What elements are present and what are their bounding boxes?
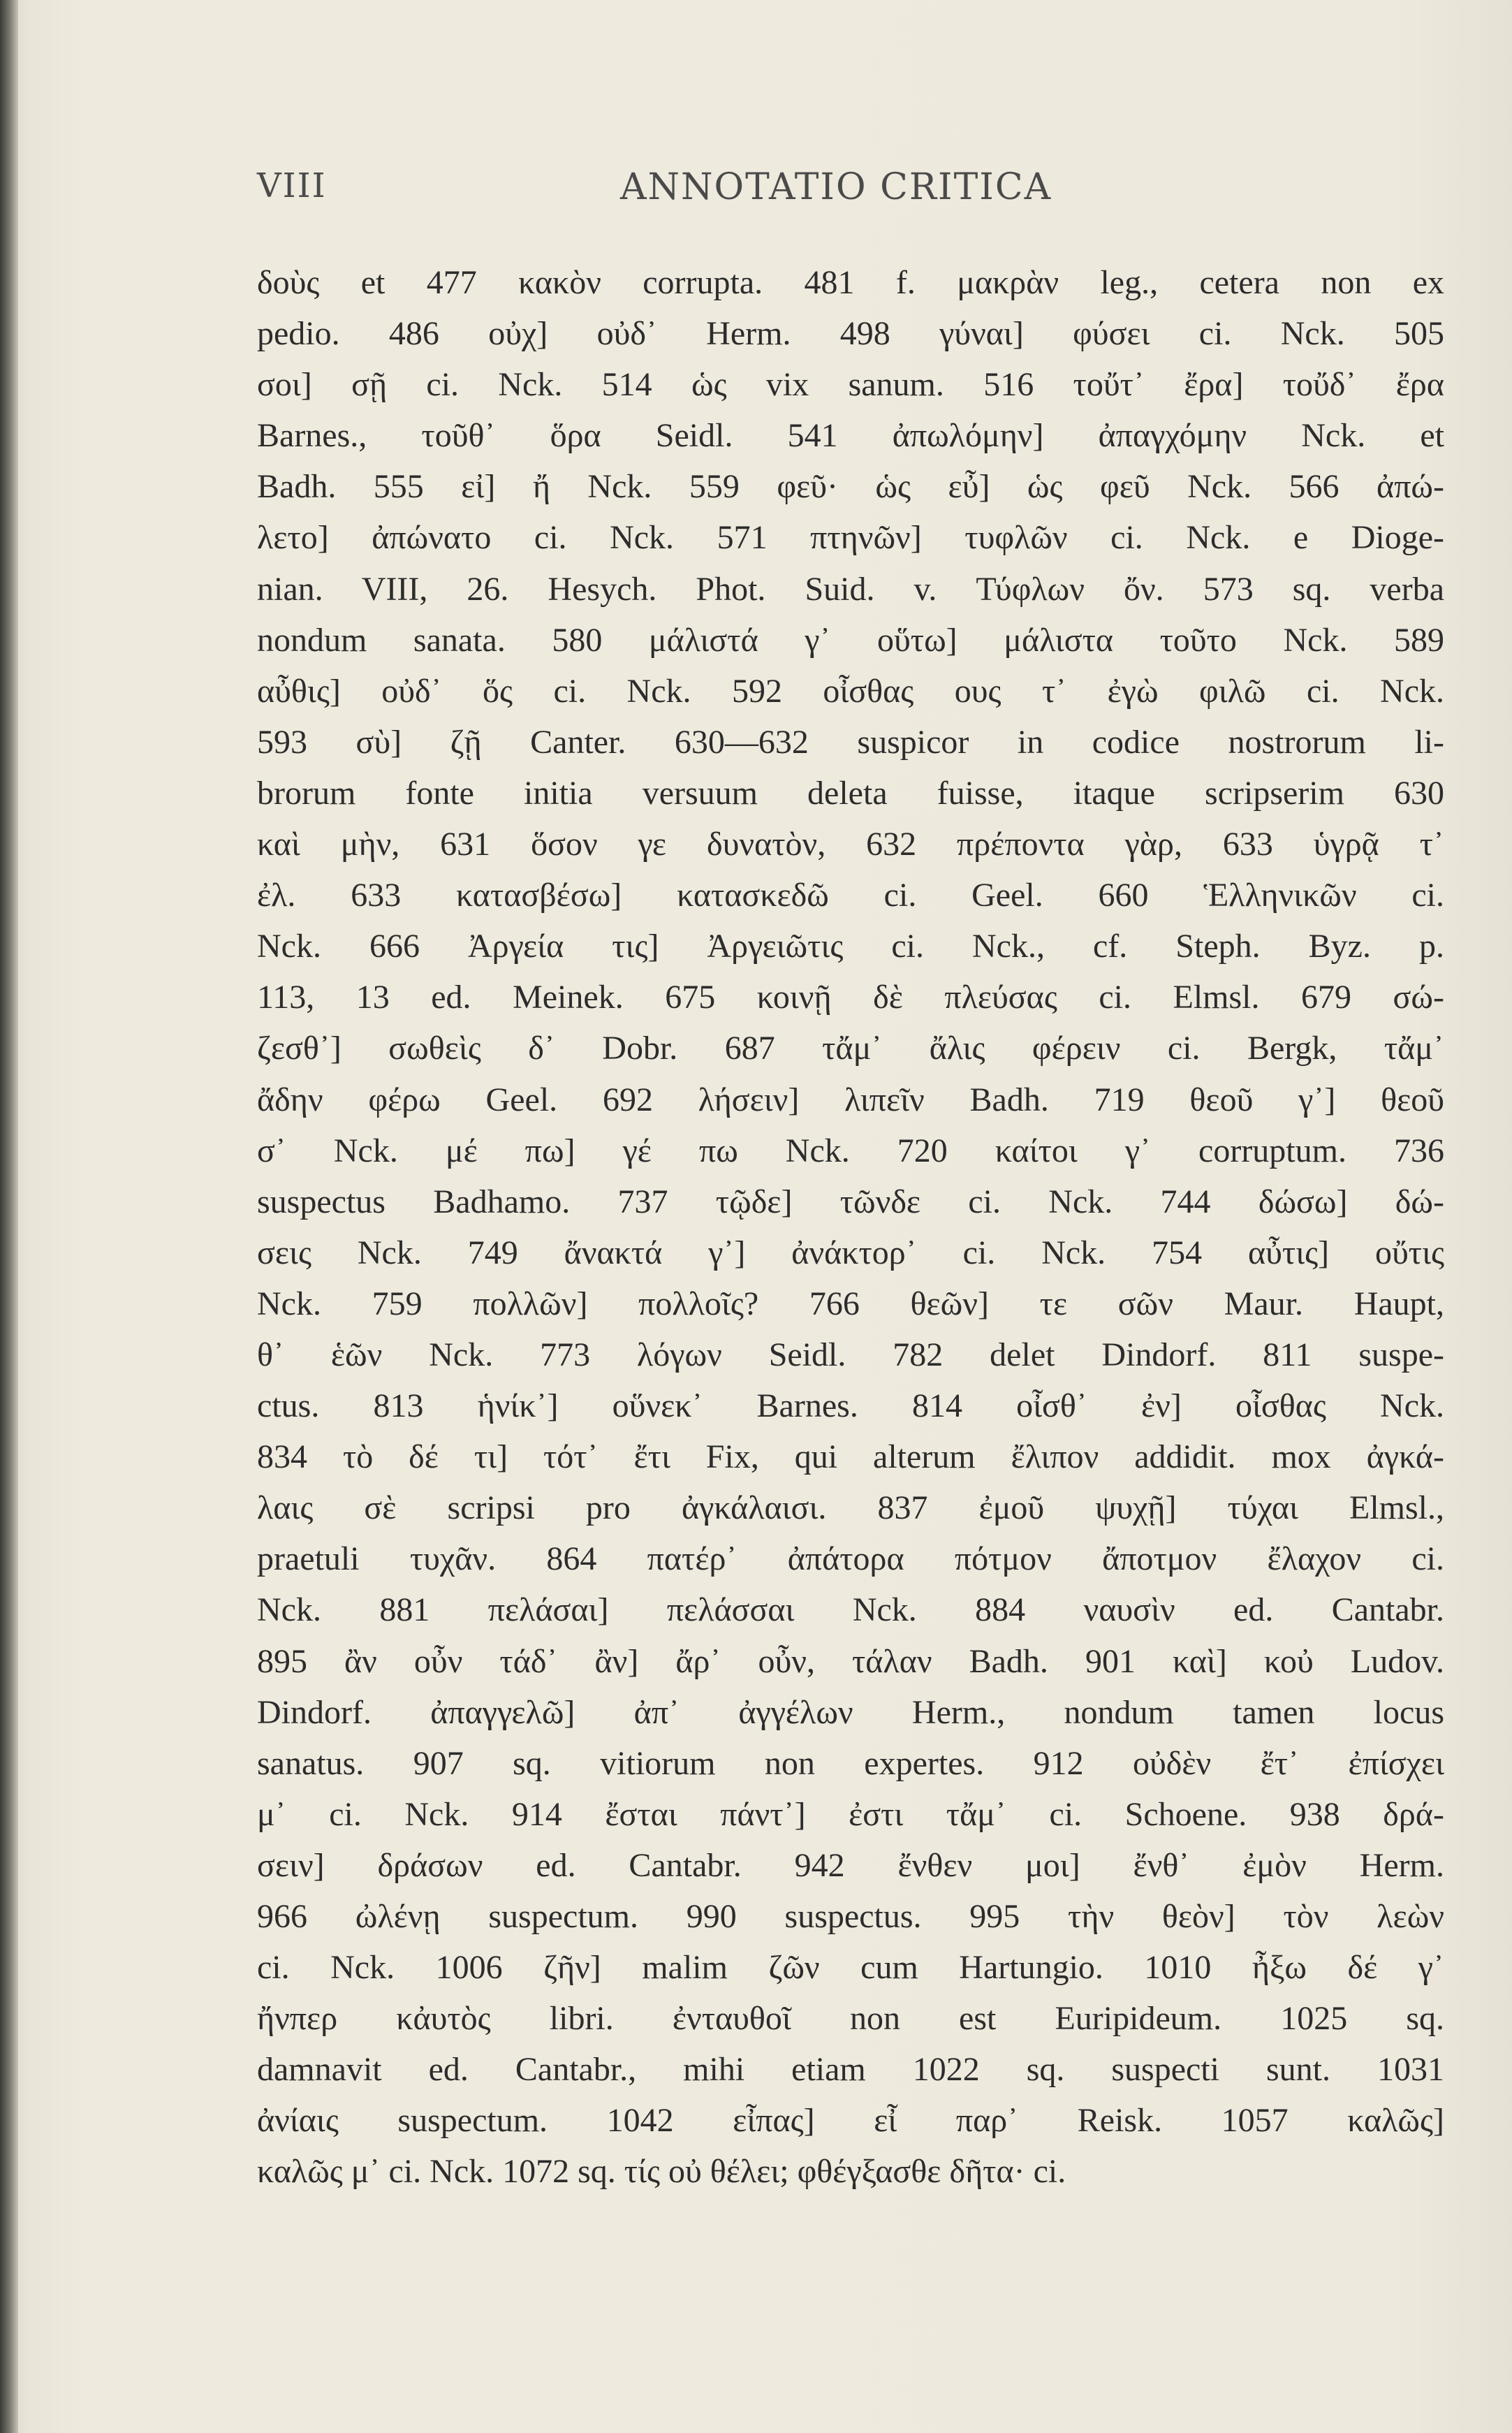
text-line: pedio. 486 οὐχ] οὐδ᾽ Herm. 498 γύναι] φύσει ci. Nck. 505 <box>257 315 1444 353</box>
text-line: nondum sanata. 580 μάλιστά γ᾽ οὕτω] μάλιστα τοῦτο Nck. 589 <box>257 621 1444 659</box>
text-line: Nck. 881 πελάσαι] πελάσσαι Nck. 884 ναυσὶν ed. Cantabr. <box>257 1591 1444 1629</box>
text-line: θ᾽ ἑῶν Nck. 773 λόγων Seidl. 782 delet Dindorf. 811 suspe- <box>257 1336 1444 1373</box>
text-line: ci. Nck. 1006 ζῆν] malim ζῶν cum Hartungio. 1010 ἦξω δέ γ᾽ <box>257 1949 1444 1987</box>
text-line: σ᾽ Nck. μέ πω] γέ πω Nck. 720 καίτοι γ᾽ corruptum. 736 <box>257 1132 1444 1169</box>
text-line: 895 ἂν οὖν τάδ᾽ ἂν] ἄρ᾽ οὖν, τάλαν Badh. 901 καὶ] κοὐ Ludov. <box>257 1642 1444 1680</box>
text-line: λαις σὲ scripsi pro ἀγκάλαισι. 837 ἐμοῦ ψυχῇ] τύχαι Elmsl., <box>257 1489 1444 1527</box>
text-line: suspectus Badhamo. 737 τῷδε] τῶνδε ci. Nck. 744 δώσω] δώ- <box>257 1183 1444 1220</box>
book-spine-edge <box>0 0 18 2433</box>
text-line: Nck. 666 Ἀργεία τις] Ἀργειῶτις ci. Nck., cf. Steph. Byz. p. <box>257 928 1444 965</box>
page-number: VIII <box>257 166 327 205</box>
critical-notes <box>257 257 1444 2198</box>
text-line: ζεσθ᾽] σωθεὶς δ᾽ Dobr. 687 τἄμ᾽ ἄλις φέρειν ci. Bergk, τἄμ᾽ <box>257 1030 1444 1067</box>
text-line: λετο] ἀπώνατο ci. Nck. 571 πτηνῶν] τυφλῶν ci. Nck. e Dioge- <box>257 519 1444 557</box>
page-header <box>257 166 1444 222</box>
text-line: 834 τὸ δέ τι] τότ᾽ ἔτι Fix, qui alterum ἔλιπον addidit. mox ἀγκά- <box>257 1438 1444 1476</box>
text-line: σεις Nck. 749 ἄνακτά γ᾽] ἀνάκτορ᾽ ci. Nck. 754 αὖτις] οὔτις <box>257 1234 1444 1271</box>
text-line: 593 σὺ] ζῇ Canter. 630—632 suspicor in codice nostrorum li- <box>257 723 1444 761</box>
text-line: Dindorf. ἀπαγγελῶ] ἀπ᾽ ἀγγέλων Herm., nondum tamen locus <box>257 1693 1444 1731</box>
text-line: καὶ μὴν, 631 ὅσον γε δυνατὸν, 632 πρέποντα γὰρ, 633 ὑγρᾷ τ᾽ <box>257 826 1444 863</box>
text-line: ἀνίαις suspectum. 1042 εἶπας] εἶ παρ᾽ Reisk. 1057 καλῶς] <box>257 2102 1444 2140</box>
text-line: brorum fonte initia versuum deleta fuisse, itaque scripserim 630 <box>257 774 1444 812</box>
running-title: ANNOTATIO CRITICA <box>620 166 1052 208</box>
text-line: 113, 13 ed. Meinek. 675 κοινῇ δὲ πλεύσας ci. Elmsl. 679 σώ- <box>257 979 1444 1016</box>
text-line: Nck. 759 πολλῶν] πολλοῖς? 766 θεῶν] τε σῶν Maur. Haupt, <box>257 1285 1444 1322</box>
text-line: praetuli τυχᾶν. 864 πατέρ᾽ ἀπάτορα πότμον ἄποτμον ἔλαχον ci. <box>257 1540 1444 1578</box>
text-line: μ᾽ ci. Nck. 914 ἔσται πάντ᾽] ἐστι τἄμ᾽ ci. Schoene. 938 δρά- <box>257 1795 1444 1833</box>
text-line: ἄδην φέρω Geel. 692 λήσειν] λιπεῖν Badh. 719 θεοῦ γ᾽] θεοῦ <box>257 1081 1444 1118</box>
text-line: αὖθις] οὐδ᾽ ὅς ci. Nck. 592 οἶσθας ους τ᾽ ἐγὼ φιλῶ ci. Nck. <box>257 672 1444 710</box>
text-line: ἤνπερ κἀυτὸς libri. ἐνταυθοῖ non est Euripideum. 1025 sq. <box>257 2000 1444 2038</box>
text-line: 966 ὠλένῃ suspectum. 990 suspectus. 995 τὴν θεὸν] τὸν λεὼν <box>257 1898 1444 1935</box>
text-line: sanatus. 907 sq. vitiorum non expertes. 912 οὐδὲν ἔτ᾽ ἐπίσχει <box>257 1744 1444 1782</box>
text-line: nian. VIII, 26. Hesych. Phot. Suid. v. Τύφλων ὄν. 573 sq. verba <box>257 570 1444 608</box>
text-line: σειν] δράσων ed. Cantabr. 942 ἔνθεν μοι] ἔνθ᾽ ἐμὸν Herm. <box>257 1846 1444 1884</box>
text-line: καλῶς μ᾽ ci. Nck. 1072 sq. τίς οὐ θέλει; φθέγξασθε δῆτα· ci. <box>257 2153 1066 2191</box>
text-line: ctus. 813 ἡνίκ᾽] οὕνεκ᾽ Barnes. 814 οἶσθ᾽ ἐν] οἶσθας Nck. <box>257 1387 1444 1425</box>
text-line: damnavit ed. Cantabr., mihi etiam 1022 sq. suspecti sunt. 1031 <box>257 2051 1444 2089</box>
text-line: δοὺς et 477 κακὸν corrupta. 481 f. μακρὰν leg., cetera non ex <box>257 264 1444 301</box>
text-line: Barnes., τοῦθ᾽ ὅρα Seidl. 541 ἀπωλόμην] ἀπαγχόμην Nck. et <box>257 417 1444 455</box>
text-line: ἐλ. 633 κατασβέσω] κατασκεδῶ ci. Geel. 660 Ἑλληνικῶν ci. <box>257 877 1444 914</box>
text-line: σοι] σῇ ci. Nck. 514 ὡς vix sanum. 516 τοὔτ᾽ ἔρα] τοὔδ᾽ ἔρα <box>257 366 1444 404</box>
text-line: Badh. 555 εἰ] ἤ Nck. 559 φεῦ· ὡς εὖ] ὡς φεῦ Nck. 566 ἀπώ- <box>257 468 1444 506</box>
